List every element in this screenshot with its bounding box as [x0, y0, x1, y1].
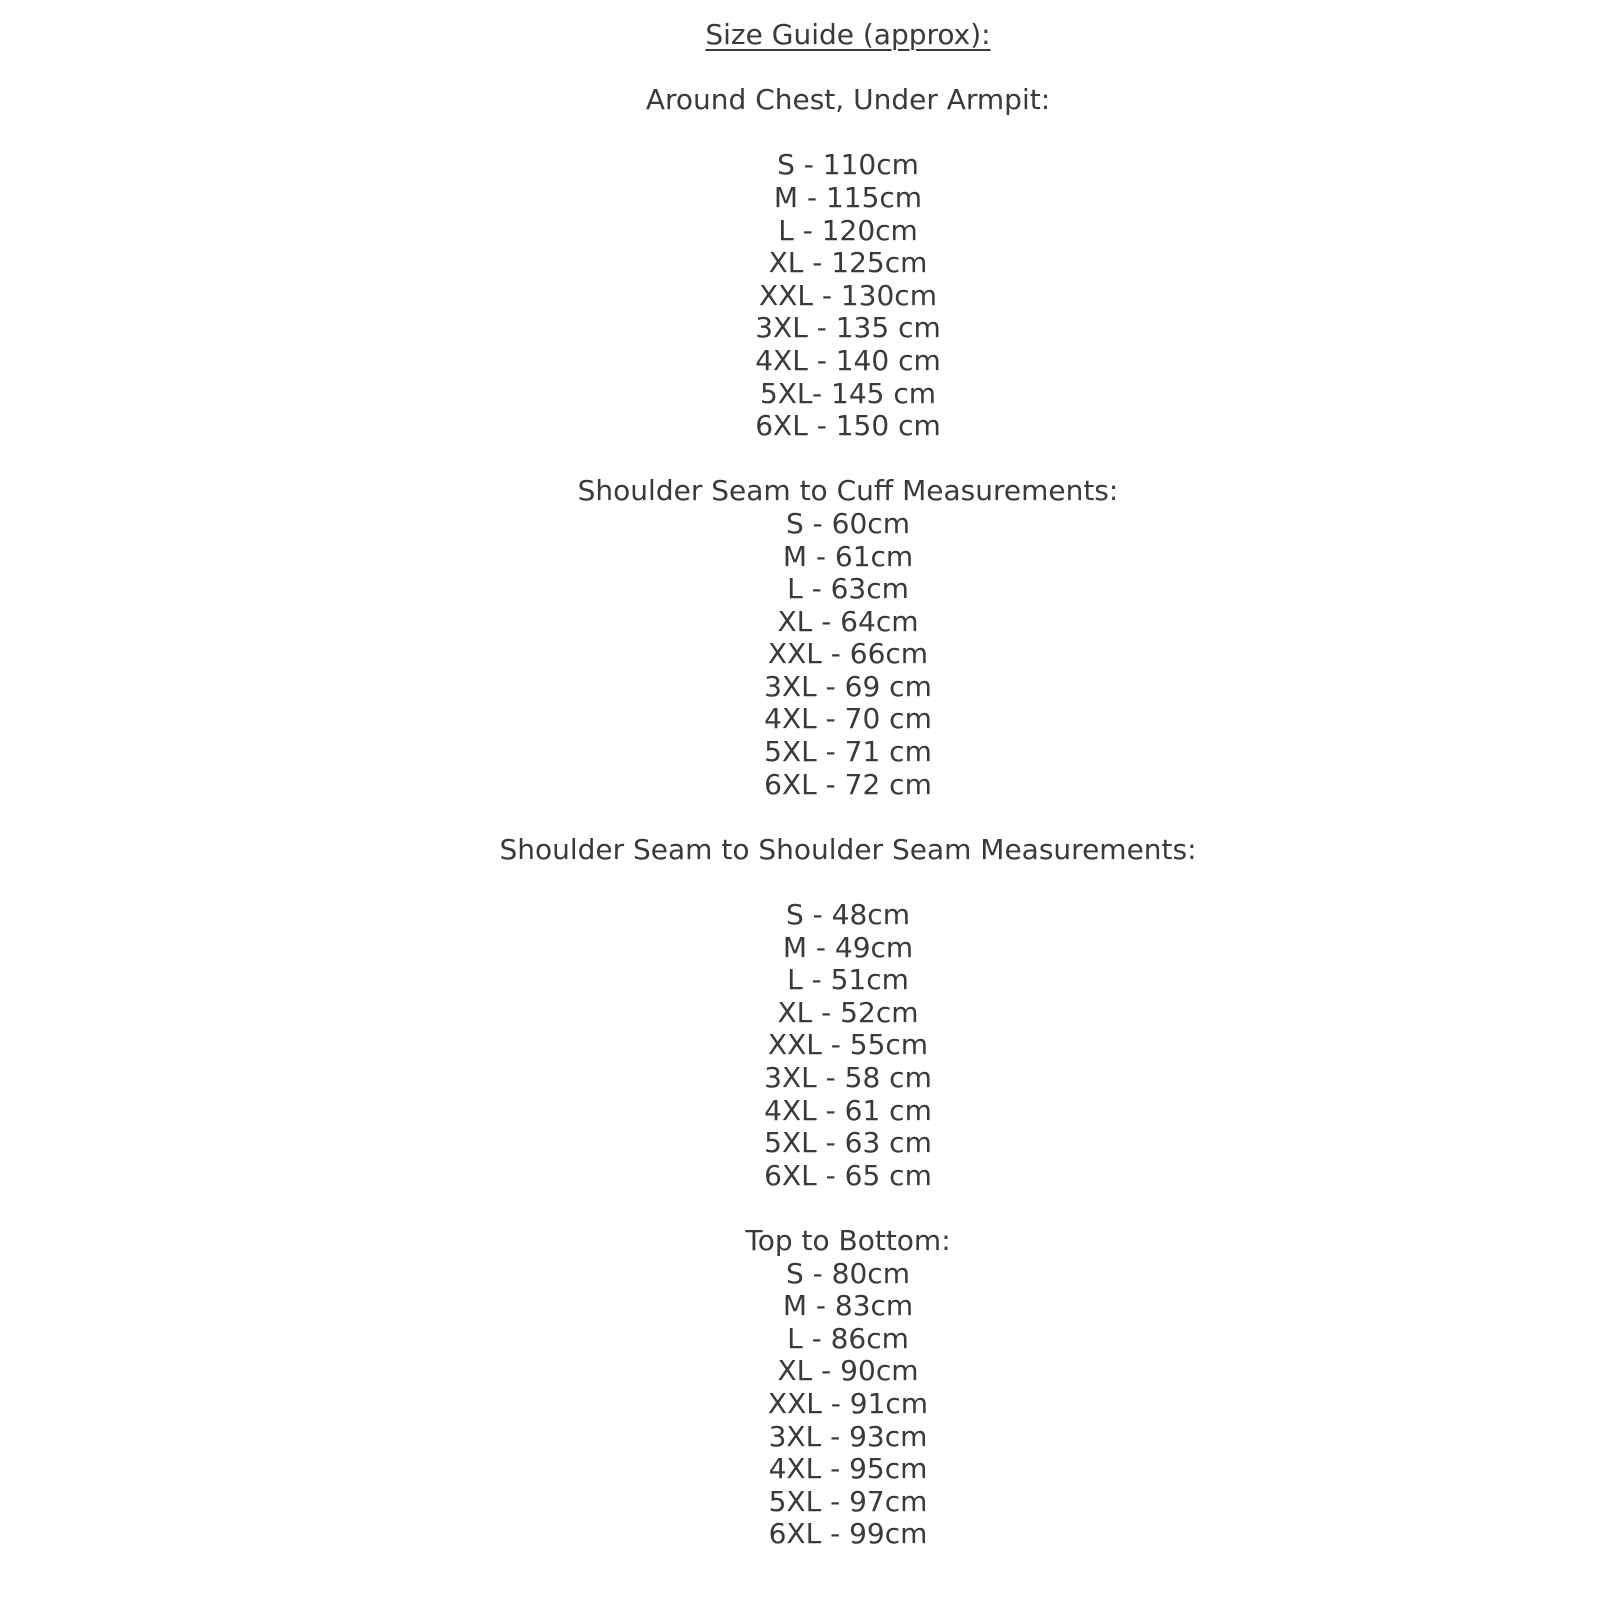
- section-heading-text: Shoulder Seam to Cuff Measurements:: [577, 474, 1119, 508]
- size-row: [96, 215, 1600, 248]
- size-row-text: 3XL - 135 cm: [755, 311, 941, 345]
- size-row-text: 4XL - 95cm: [768, 1452, 928, 1486]
- size-row: [96, 508, 1600, 541]
- size-row-text: 5XL - 71 cm: [764, 735, 932, 769]
- page-title: [96, 19, 1600, 52]
- size-row-text: XL - 52cm: [777, 995, 919, 1029]
- blank-line: [96, 117, 1600, 150]
- size-row: [96, 1518, 1600, 1551]
- size-row: [96, 1453, 1600, 1486]
- blank-line: [96, 866, 1600, 899]
- size-row-text: XXL - 130cm: [759, 278, 937, 312]
- size-row-text: XXL - 55cm: [767, 1028, 929, 1062]
- size-row-text: 5XL - 97cm: [768, 1484, 928, 1518]
- size-row-text: M - 115cm: [773, 180, 923, 214]
- size-row: [96, 736, 1600, 769]
- size-row: [96, 997, 1600, 1030]
- size-row: [96, 964, 1600, 997]
- section-heading: [96, 1225, 1600, 1258]
- size-row-text: 5XL - 63 cm: [764, 1126, 932, 1160]
- size-row: [96, 1355, 1600, 1388]
- size-row: [96, 671, 1600, 704]
- size-row: [96, 378, 1600, 411]
- size-row-text: S - 48cm: [786, 898, 910, 932]
- size-row-text: 6XL - 65 cm: [764, 1158, 932, 1192]
- size-row-text: 4XL - 61 cm: [764, 1093, 932, 1127]
- size-row-text: XXL - 91cm: [767, 1386, 929, 1420]
- size-row: [96, 149, 1600, 182]
- size-row-text: 6XL - 99cm: [768, 1517, 928, 1551]
- size-row: [96, 1029, 1600, 1062]
- size-row: [96, 1486, 1600, 1519]
- size-row-text: M - 61cm: [782, 539, 914, 573]
- size-row-text: M - 83cm: [782, 1289, 914, 1323]
- blank-line: [96, 52, 1600, 85]
- section-heading: [96, 475, 1600, 508]
- size-row: [96, 1062, 1600, 1095]
- size-row-text: XL - 125cm: [768, 246, 928, 280]
- blank-line: [96, 801, 1600, 834]
- blank-line: [96, 443, 1600, 476]
- section-heading: [96, 834, 1600, 867]
- size-row: [96, 1258, 1600, 1291]
- size-row-text: L - 51cm: [787, 963, 909, 997]
- size-row: [96, 1095, 1600, 1128]
- size-row-text: L - 120cm: [778, 213, 918, 247]
- size-row-text: L - 86cm: [787, 1321, 909, 1355]
- section-heading-text: Top to Bottom:: [745, 1223, 951, 1257]
- size-row: [96, 345, 1600, 378]
- size-row: [96, 899, 1600, 932]
- size-row-text: S - 110cm: [777, 148, 919, 182]
- size-row: [96, 1388, 1600, 1421]
- size-row-text: XL - 90cm: [777, 1354, 919, 1388]
- size-row-text: 3XL - 58 cm: [764, 1061, 932, 1094]
- size-row: [96, 769, 1600, 802]
- size-row-text: 4XL - 70 cm: [764, 702, 932, 736]
- size-row: [96, 932, 1600, 965]
- size-row-text: 3XL - 69 cm: [764, 669, 932, 703]
- section-heading-text: Around Chest, Under Armpit:: [645, 83, 1051, 117]
- size-row: [96, 280, 1600, 313]
- size-row-text: 5XL- 145 cm: [759, 376, 937, 410]
- section-heading: [96, 84, 1600, 117]
- size-row: [96, 573, 1600, 606]
- size-row-text: XL - 64cm: [777, 604, 919, 638]
- size-row: [96, 182, 1600, 215]
- size-row: [96, 1323, 1600, 1356]
- size-row-text: L - 63cm: [787, 572, 909, 606]
- size-row-text: S - 60cm: [786, 506, 910, 540]
- size-row: [96, 312, 1600, 345]
- size-row: [96, 1160, 1600, 1193]
- size-row: [96, 541, 1600, 574]
- section-heading-text: Shoulder Seam to Shoulder Seam Measurements:: [499, 832, 1197, 866]
- size-row-text: S - 80cm: [786, 1256, 910, 1290]
- size-row-text: 3XL - 93cm: [768, 1419, 928, 1453]
- size-row: [96, 606, 1600, 639]
- size-row: [96, 1290, 1600, 1323]
- size-row: [96, 638, 1600, 671]
- size-row: [96, 1421, 1600, 1454]
- size-row-text: M - 49cm: [782, 930, 914, 964]
- size-row: [96, 247, 1600, 280]
- size-row: [96, 1127, 1600, 1160]
- size-row: [96, 703, 1600, 736]
- size-row-text: 6XL - 72 cm: [764, 767, 932, 801]
- size-row-text: 6XL - 150 cm: [755, 409, 941, 443]
- size-row-text: 4XL - 140 cm: [755, 343, 941, 377]
- size-row: [96, 410, 1600, 443]
- size-row-text: XXL - 66cm: [767, 637, 929, 671]
- page-title-text: Size Guide (approx):: [705, 18, 991, 51]
- blank-line: [96, 1192, 1600, 1225]
